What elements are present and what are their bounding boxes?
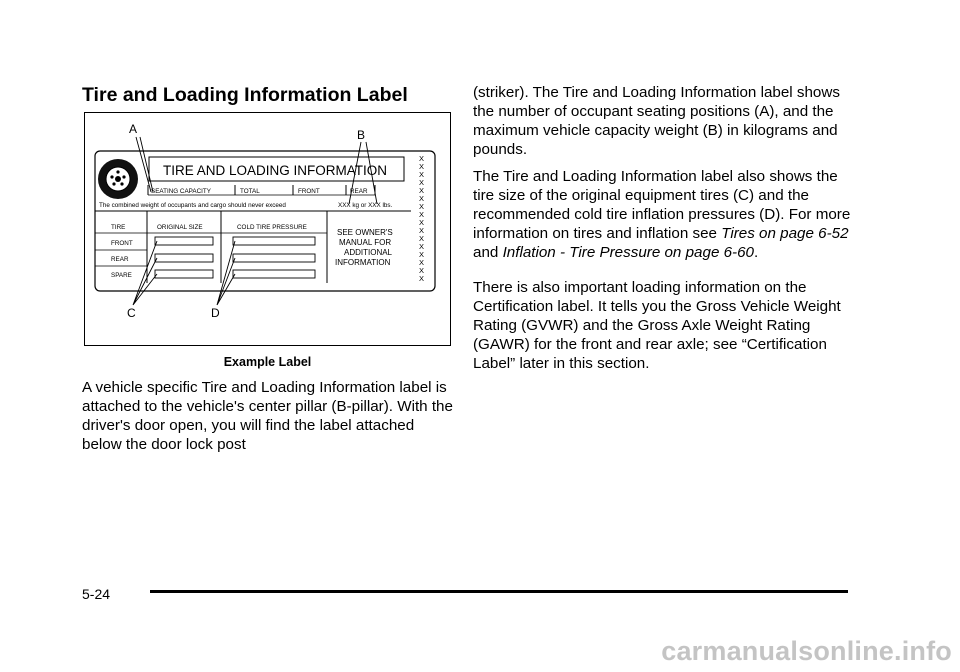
row-front: FRONT: [111, 240, 133, 247]
watermark-brand: carmanualsonline.info: [661, 636, 952, 666]
svg-text:X: X: [419, 162, 425, 171]
callout-a: A: [129, 122, 138, 136]
paragraph-3: The Tire and Loading Information label also shows the tire size of the original equipment tires (C) and the recommended cold tire inflation pressures (D). For more information on tires and inflation see Tires on page 6-52 and Inflation - Tire Pressure on page 6-60.: [473, 168, 851, 261]
rear-label: REAR: [350, 188, 368, 195]
owners-manual-line-3: ADDITIONAL: [344, 248, 393, 257]
svg-text:X: X: [419, 178, 425, 187]
row-rear: REAR: [111, 256, 129, 263]
owners-manual-line-1: SEE OWNER'S: [337, 228, 393, 237]
paragraph-4: There is also important loading information on the Certification label. It tells you the Gross Vehicle Weight Rating (GVWR) and the Gross Axle Weight Rating (GAWR) for the front and rear axle; see “Certification Label” later in this section.: [473, 279, 841, 372]
callout-d: D: [211, 306, 220, 320]
weight-value: XXX kg or XXX lbs.: [338, 202, 393, 209]
paragraph-1: A vehicle specific Tire and Loading Information label is attached to the vehicle's center pillar (B-pillar). With the driver's door open, you will find the label attached below the door lock post: [82, 379, 453, 453]
svg-text:X: X: [419, 210, 425, 219]
svg-text:X: X: [419, 218, 425, 227]
inflation-page-reference: Inflation - Tire Pressure on page 6-60: [502, 244, 755, 261]
svg-text:X: X: [419, 258, 425, 267]
figure-caption: Example Label: [223, 355, 312, 369]
page-number: 5-24: [82, 586, 111, 602]
svg-text:X: X: [419, 154, 425, 163]
tire-label-figure: [84, 112, 451, 346]
total-label: TOTAL: [240, 188, 260, 195]
svg-text:X: X: [419, 266, 425, 275]
tires-page-reference: Tires on page 6-52: [721, 225, 849, 242]
owners-manual-line-2: MANUAL FOR: [339, 238, 392, 247]
row-spare: SPARE: [111, 272, 132, 279]
seating-capacity-label: SEATING CAPACITY: [151, 188, 211, 195]
front-label: FRONT: [298, 188, 320, 195]
section-heading: Tire and Loading Information Label: [82, 84, 408, 106]
svg-text:X: X: [419, 226, 425, 235]
tire-icon: [98, 159, 138, 199]
svg-text:X: X: [419, 170, 425, 179]
svg-text:X: X: [419, 250, 425, 259]
callout-b: B: [357, 128, 366, 142]
footer-rule: [150, 590, 848, 593]
svg-text:X: X: [419, 242, 425, 251]
svg-text:X: X: [419, 274, 425, 283]
side-x-column: [419, 154, 424, 283]
col-original-size: ORIGINAL SIZE: [157, 224, 203, 231]
svg-text:X: X: [419, 194, 425, 203]
svg-text:X: X: [419, 202, 425, 211]
owners-manual-line-4: INFORMATION: [335, 258, 391, 267]
callout-c: C: [127, 306, 136, 320]
combined-weight-note: The combined weight of occupants and cargo should never exceed: [99, 202, 286, 209]
paragraph-2: (striker). The Tire and Loading Information label shows the number of occupant seating positions (A), and the maximum vehicle capacity weight (B) in kilograms and pounds.: [473, 84, 840, 158]
col-cold-pressure: COLD TIRE PRESSURE: [237, 224, 307, 231]
label-title: TIRE AND LOADING INFORMATION: [163, 163, 388, 178]
svg-text:X: X: [419, 234, 425, 243]
tire-label-illustration: [85, 113, 452, 347]
svg-text:X: X: [419, 186, 425, 195]
col-tire: TIRE: [111, 224, 126, 231]
